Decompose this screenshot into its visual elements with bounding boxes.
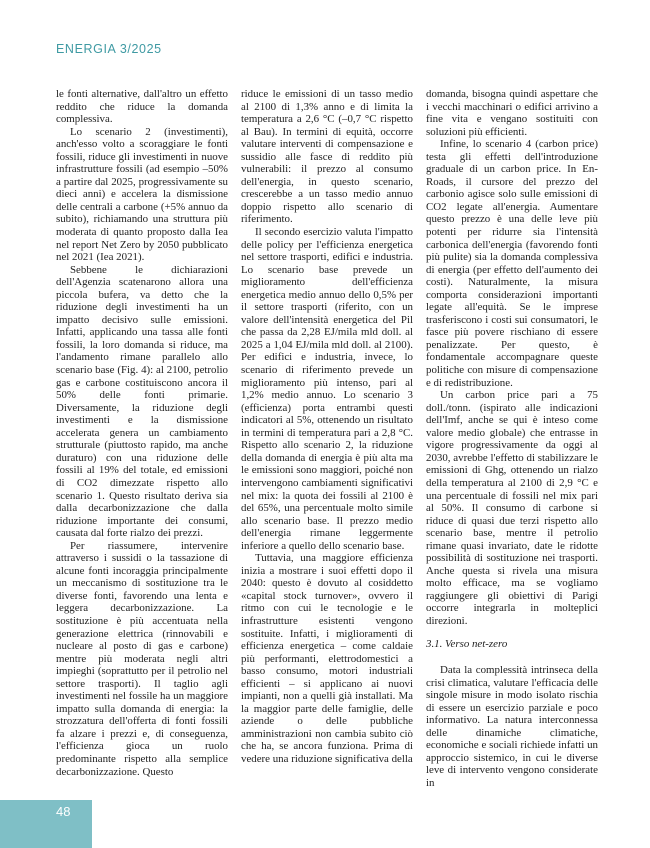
paragraph: le fonti alternative, dall'altro un effetto reddito che riduce la domanda complessiva. <box>56 88 228 126</box>
page-number-tab <box>0 800 92 848</box>
text-column-right <box>426 88 598 790</box>
paragraph: Lo scenario 2 (investimenti), anch'esso volto a scoraggiare le fonti fossili, riduce gli investimenti in nuove infrastrutture fossili (ad esempio –50% a partire dal 2025, progressivamente su dieci anni) e accelera la dismissione delle centrali a carbone (+5% annuo da subito), richiamando una struttura più moderata di quanto proposto dalla Iea nel report Net Zero by 2050 pubblicato nel 2021 (Iea 2021). <box>56 125 228 264</box>
paragraph: Data la complessità intrinseca della crisi climatica, valutare l'efficacia delle singole misure in modo isolato rischia di essere un esercizio parziale e poco informativo. La natura interconnessa delle dinamiche climatiche, economiche e sociali richiede infatti un approccio sistemico, in cui le diverse leve di intervento vengono considerate in <box>426 664 598 789</box>
paragraph: Per riassumere, intervenire attraverso i sussidi o la tassazione di alcune fonti incoraggia principalmente un meccanismo di sostituzione tra le diverse fonti, favorendo una lenta e leggera decarbonizzazione. La sostituzione è più accentuata nella generazione elettrica (rinnovabili e nucleare al posto di gas e carbone) mentre più moderata negli altri impieghi (soprattutto per il petrolio nel settore trasporti). Il taglio agli investimenti nel fossile ha un maggiore impatto sulla domanda di energia: la strozzatura dell'offerta di fonti fossili fa alzare i prezzi e, di conseguenza, l'efficienza gioca un ruolo predominante rispetto alla semplice decarbonizzazione. Questo <box>56 539 228 778</box>
section-heading: 3.1. Verso net-zero <box>426 637 508 650</box>
paragraph: Infine, lo scenario 4 (carbon price) testa gli effetti dell'introduzione graduale di un carbon price. In En-Roads, il cursore del prezzo del carbonio agisce solo sulle emissioni di CO2 legate all'energia. Aumentare questo prezzo è una delle leve più potenti per ridurre sia l'intensità carbonica dell'energia (favorendo fonti più pulite) sia la domanda complessiva di energia (per effetto dell'aumento dei costi). Naturalmente, la misura comporta considerazioni importanti legate all'equità. Se le imprese trasferiscono i costi sui consumatori, le fasce più povere rischiano di essere penalizzate. Per questo, è fondamentale accompagnare queste politiche con misure di compensazione e di redistribuzione. <box>426 138 598 389</box>
text-column-middle <box>241 88 413 766</box>
page-number: 48 <box>56 804 71 819</box>
paragraph: domanda, bisogna quindi aspettare che i vecchi macchinari o edifici arrivino a fine vita e vengano sostituiti con soluzioni più efficienti. <box>426 88 598 138</box>
paragraph: Sebbene le dichiarazioni dell'Agenzia scatenarono allora una piccola bufera, va detto che la riduzione degli investimenti ha un impatto decisivo sulle emissioni. Infatti, applicando una tassa alle fonti fossili, la loro domanda si riduce, ma l'andamento rimane parallelo allo scenario base (Fig. 4): al 2100, petrolio gas e carbone costituiscono ancora il 50% delle fonti primarie. Diversamente, la riduzione degli investimenti e la dismissione accelerata genera un cambiamento strutturale (piuttosto rapido, ma anche duraturo) con una riduzione delle fossili al 19% del totale, ed emissioni di CO2 dimezzate rispetto allo scenario 1. Questo risultato deriva sia dalla decarbonizzazione che dalla riduzione importante dei consumi, causata dal forte rialzo dei prezzi. <box>56 263 228 540</box>
paragraph: Un carbon price pari a 75 doll./tonn. (ispirato alle indicazioni dell'Imf, anche se qui è inteso come valore medio globale) che entrasse in vigore progressivamente da oggi al 2030, avrebbe l'effetto di stabilizzare le emissioni di Ghg, ottenendo un rialzo della temperatura al 2100 di 2,9 °C e una percentuale di fossili nel mix pari al 50%. Il consumo di carbone si riduce di quasi due terzi rispetto allo scenario base, mentre il petrolio rimane quasi invariato, date le ridotte possibilità di sostituzione nei trasporti. Anche questa si rivela una misura molto efficace, ma se vogliamo raggiungere gli obiettivi di Parigi occorre integrarla in molteplici direzioni. <box>426 389 598 627</box>
paragraph: riduce le emissioni di un tasso medio al 2100 di 1,3% anno e di limita la temperatura a 2,6 °C (–0,7 °C rispetto al Bau). In termini di equità, occorre valutare interventi di compensazione e sussidio alle fasce di reddito più vulnerabili: il prezzo al consumo dell'energia, in questo scenario, crescerebbe a un tasso medio annuo doppio rispetto allo scenario di riferimento. <box>241 88 413 226</box>
paragraph: Il secondo esercizio valuta l'impatto delle policy per l'efficienza energetica nel settore trasporti, edifici e industria. Lo scenario base prevede un miglioramento dell'efficienza energetica medio annuo dello 0,5% per il settore trasporti (riferito, con un valore dell'intensità energetica del Pil che passa da 2,28 EJ/mila mld doll. al 2025 a 1,04 EJ/mila mld doll. al 2100). Per edifici e industria, invece, lo scenario di riferimento prevede un miglioramento più intenso, pari al 1,2% medio annuo. Lo scenario 3 (efficienza) porta entrambi questi indicatori al 5%, ottenendo un risultato in termini di temperatura pari a 2,8 °C. Rispetto allo scenario 2, la riduzione della domanda di energia è più alta ma le emissioni sono maggiori, poiché non intervengono cambiamenti significativi nel mix: la quota dei fossili al 2100 è del 65%, una percentuale molto simile allo scenario base. Il prezzo medio dell'energia rimane leggermente inferiore a quello dello scenario base. <box>241 226 413 552</box>
running-head: ENERGIA 3/2025 <box>56 42 162 56</box>
text-column-left <box>56 88 228 778</box>
paragraph: Tuttavia, una maggiore efficienza inizia a mostrare i suoi effetti dopo il 2040: questo è dovuto al cosiddetto «capital stock turnover», ovvero il ritmo con cui le tecnologie e le infrastrutture esistenti vengono sostituite. Infatti, i miglioramenti di efficienza energetica – come caldaie più performanti, elettrodomestici a basso consumo, motori industriali efficienti – si applicano ai nuovi impianti, non a quelli già installati. Ma la maggior parte delle famiglie, delle aziende o delle pubbliche amministrazioni non cambia subito ciò che ha, se ancora funziona. Prima di vedere una riduzione significativa della <box>241 552 413 765</box>
